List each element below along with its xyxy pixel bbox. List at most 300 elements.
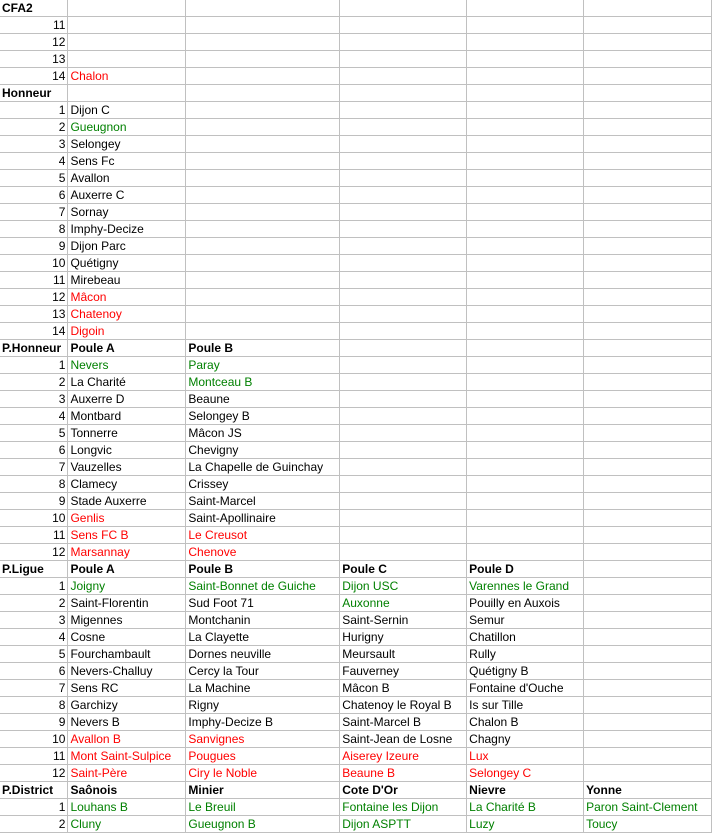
team-cell-relegated[interactable]: Chatenoy bbox=[68, 306, 186, 323]
sheet-row bbox=[0, 765, 712, 782]
cell[interactable] bbox=[467, 408, 584, 425]
team-cell[interactable]: Mâcon B bbox=[340, 680, 467, 697]
cell[interactable] bbox=[186, 170, 340, 187]
team-cell[interactable]: Nevers-Challuy bbox=[68, 663, 186, 680]
team-cell[interactable]: Meursault bbox=[340, 646, 467, 663]
cell[interactable] bbox=[340, 374, 467, 391]
team-cell[interactable]: Chevigny bbox=[186, 442, 340, 459]
cell[interactable] bbox=[467, 272, 584, 289]
cell[interactable] bbox=[584, 510, 712, 527]
cell[interactable] bbox=[584, 731, 712, 748]
rank-cell[interactable]: 1 bbox=[0, 102, 68, 119]
cell[interactable] bbox=[186, 102, 340, 119]
team-cell-promoted[interactable]: Luzy bbox=[467, 816, 584, 833]
rank-cell[interactable]: 11 bbox=[0, 272, 68, 289]
cell[interactable] bbox=[467, 204, 584, 221]
team-cell[interactable]: Imphy-Decize bbox=[68, 221, 186, 238]
cell[interactable] bbox=[340, 221, 467, 238]
cell[interactable] bbox=[186, 119, 340, 136]
header-cell[interactable]: Minier bbox=[186, 782, 340, 799]
sheet-row bbox=[0, 544, 712, 561]
cell[interactable] bbox=[186, 306, 340, 323]
header-cell[interactable]: Poule A bbox=[68, 561, 186, 578]
rank-cell[interactable]: 10 bbox=[0, 255, 68, 272]
team-cell-relegated[interactable]: Digoin bbox=[68, 323, 186, 340]
cell[interactable] bbox=[584, 680, 712, 697]
team-cell[interactable]: Dornes neuville bbox=[186, 646, 340, 663]
cell[interactable] bbox=[584, 476, 712, 493]
cell[interactable] bbox=[584, 629, 712, 646]
team-cell[interactable]: Saint-Florentin bbox=[68, 595, 186, 612]
team-cell[interactable]: Auxerre D bbox=[68, 391, 186, 408]
cell[interactable] bbox=[340, 340, 467, 357]
cell[interactable] bbox=[467, 0, 584, 17]
cell[interactable] bbox=[467, 340, 584, 357]
rank-cell[interactable]: 9 bbox=[0, 238, 68, 255]
cell[interactable] bbox=[584, 578, 712, 595]
cell[interactable] bbox=[584, 0, 712, 17]
cell[interactable] bbox=[186, 17, 340, 34]
cell[interactable] bbox=[584, 527, 712, 544]
team-cell[interactable]: La Machine bbox=[186, 680, 340, 697]
team-cell[interactable]: Vauzelles bbox=[68, 459, 186, 476]
cell[interactable] bbox=[340, 238, 467, 255]
header-cell[interactable]: Yonne bbox=[584, 782, 712, 799]
cell[interactable] bbox=[467, 544, 584, 561]
cell[interactable] bbox=[186, 51, 340, 68]
rank-cell[interactable]: 4 bbox=[0, 153, 68, 170]
cell[interactable] bbox=[467, 136, 584, 153]
cell[interactable] bbox=[340, 255, 467, 272]
team-cell[interactable]: Migennes bbox=[68, 612, 186, 629]
team-cell[interactable]: Cosne bbox=[68, 629, 186, 646]
cell[interactable] bbox=[467, 306, 584, 323]
team-cell[interactable]: Fontaine d'Ouche bbox=[467, 680, 584, 697]
rank-cell[interactable]: 8 bbox=[0, 697, 68, 714]
cell[interactable] bbox=[584, 646, 712, 663]
team-cell[interactable]: Quétigny B bbox=[467, 663, 584, 680]
sheet-row bbox=[0, 68, 712, 85]
cell[interactable] bbox=[186, 289, 340, 306]
header-cell[interactable]: Poule B bbox=[186, 561, 340, 578]
team-cell-relegated[interactable]: Aiserey Izeure bbox=[340, 748, 467, 765]
rank-cell[interactable]: 13 bbox=[0, 306, 68, 323]
header-cell[interactable]: Poule D bbox=[467, 561, 584, 578]
header-cell[interactable]: Cote D'Or bbox=[340, 782, 467, 799]
cell[interactable] bbox=[584, 102, 712, 119]
cell[interactable] bbox=[340, 153, 467, 170]
cell[interactable] bbox=[467, 425, 584, 442]
cell[interactable] bbox=[186, 85, 340, 102]
cell[interactable] bbox=[584, 408, 712, 425]
team-cell-relegated[interactable]: Pougues bbox=[186, 748, 340, 765]
cell[interactable] bbox=[584, 493, 712, 510]
cell[interactable] bbox=[340, 510, 467, 527]
team-cell-promoted[interactable]: Montceau B bbox=[186, 374, 340, 391]
team-cell-promoted[interactable]: Saint-Bonnet de Guiche bbox=[186, 578, 340, 595]
team-cell[interactable]: Hurigny bbox=[340, 629, 467, 646]
rank-cell[interactable]: 1 bbox=[0, 799, 68, 816]
cell[interactable] bbox=[68, 85, 186, 102]
cell[interactable] bbox=[467, 102, 584, 119]
team-cell[interactable]: Chatillon bbox=[467, 629, 584, 646]
team-cell-relegated[interactable]: Saint-Père bbox=[68, 765, 186, 782]
cell[interactable] bbox=[340, 170, 467, 187]
cell[interactable] bbox=[467, 51, 584, 68]
cell[interactable] bbox=[340, 527, 467, 544]
cell[interactable] bbox=[584, 357, 712, 374]
cell[interactable] bbox=[584, 204, 712, 221]
team-cell[interactable]: Saint-Marcel B bbox=[340, 714, 467, 731]
header-cell[interactable]: P.Honneur bbox=[0, 340, 68, 357]
team-cell-promoted[interactable]: Varennes le Grand bbox=[467, 578, 584, 595]
cell[interactable] bbox=[467, 170, 584, 187]
sheet-row bbox=[0, 442, 712, 459]
team-cell-relegated[interactable]: Chenove bbox=[186, 544, 340, 561]
header-cell[interactable]: Honneur bbox=[0, 85, 68, 102]
header-cell[interactable]: Saônois bbox=[68, 782, 186, 799]
team-cell[interactable]: Auxerre C bbox=[68, 187, 186, 204]
team-cell-promoted[interactable]: Louhans B bbox=[68, 799, 186, 816]
cell[interactable] bbox=[467, 85, 584, 102]
cell[interactable] bbox=[584, 153, 712, 170]
team-cell[interactable]: Mirebeau bbox=[68, 272, 186, 289]
cell[interactable] bbox=[467, 493, 584, 510]
header-cell[interactable]: Nievre bbox=[467, 782, 584, 799]
team-cell-relegated[interactable]: Mont Saint-Sulpice bbox=[68, 748, 186, 765]
cell[interactable] bbox=[584, 765, 712, 782]
team-cell[interactable]: Chagny bbox=[467, 731, 584, 748]
team-cell[interactable]: Clamecy bbox=[68, 476, 186, 493]
rank-cell[interactable]: 3 bbox=[0, 391, 68, 408]
cell[interactable] bbox=[340, 68, 467, 85]
cell[interactable] bbox=[467, 187, 584, 204]
team-cell-relegated[interactable]: Chalon bbox=[68, 68, 186, 85]
cell[interactable] bbox=[340, 476, 467, 493]
team-cell-promoted[interactable]: Auxonne bbox=[340, 595, 467, 612]
rank-cell[interactable]: 1 bbox=[0, 578, 68, 595]
cell[interactable] bbox=[186, 153, 340, 170]
team-cell-promoted[interactable]: Paron Saint-Clement bbox=[584, 799, 712, 816]
team-cell-relegated[interactable]: Selongey C bbox=[467, 765, 584, 782]
team-cell-promoted[interactable]: Toucy bbox=[584, 816, 712, 833]
team-cell-promoted[interactable]: Le Breuil bbox=[186, 799, 340, 816]
team-cell[interactable]: Sud Foot 71 bbox=[186, 595, 340, 612]
rank-cell[interactable]: 11 bbox=[0, 527, 68, 544]
cell[interactable] bbox=[340, 442, 467, 459]
cell[interactable] bbox=[467, 221, 584, 238]
cell[interactable] bbox=[186, 221, 340, 238]
team-cell[interactable]: Selongey bbox=[68, 136, 186, 153]
team-cell-relegated[interactable]: Le Creusot bbox=[186, 527, 340, 544]
team-cell[interactable]: Tonnerre bbox=[68, 425, 186, 442]
cell[interactable] bbox=[68, 34, 186, 51]
cell[interactable] bbox=[467, 68, 584, 85]
cell[interactable] bbox=[340, 34, 467, 51]
team-cell[interactable]: Cercy la Tour bbox=[186, 663, 340, 680]
cell[interactable] bbox=[340, 544, 467, 561]
cell[interactable] bbox=[584, 17, 712, 34]
team-cell[interactable]: Selongey B bbox=[186, 408, 340, 425]
rank-cell[interactable]: 13 bbox=[0, 51, 68, 68]
cell[interactable] bbox=[340, 357, 467, 374]
rank-cell[interactable]: 9 bbox=[0, 714, 68, 731]
team-cell[interactable]: La Clayette bbox=[186, 629, 340, 646]
team-cell[interactable]: Rigny bbox=[186, 697, 340, 714]
team-cell[interactable]: Mâcon JS bbox=[186, 425, 340, 442]
cell[interactable] bbox=[584, 374, 712, 391]
rank-cell[interactable]: 12 bbox=[0, 34, 68, 51]
team-cell[interactable]: La Chapelle de Guinchay bbox=[186, 459, 340, 476]
cell[interactable] bbox=[68, 17, 186, 34]
team-cell-relegated[interactable]: Mâcon bbox=[68, 289, 186, 306]
cell[interactable] bbox=[467, 459, 584, 476]
cell[interactable] bbox=[584, 170, 712, 187]
cell[interactable] bbox=[340, 459, 467, 476]
cell[interactable] bbox=[340, 51, 467, 68]
team-cell[interactable]: Nevers B bbox=[68, 714, 186, 731]
cell[interactable] bbox=[186, 68, 340, 85]
team-cell[interactable]: Saint-Marcel bbox=[186, 493, 340, 510]
team-cell-promoted[interactable]: Dijon USC bbox=[340, 578, 467, 595]
cell[interactable] bbox=[340, 425, 467, 442]
rank-cell[interactable]: 5 bbox=[0, 425, 68, 442]
cell[interactable] bbox=[584, 714, 712, 731]
cell[interactable] bbox=[584, 612, 712, 629]
team-cell[interactable]: Longvic bbox=[68, 442, 186, 459]
cell[interactable] bbox=[584, 697, 712, 714]
rank-cell[interactable]: 5 bbox=[0, 646, 68, 663]
cell[interactable] bbox=[467, 238, 584, 255]
team-cell[interactable]: Garchizy bbox=[68, 697, 186, 714]
cell[interactable] bbox=[186, 323, 340, 340]
rank-cell[interactable]: 9 bbox=[0, 493, 68, 510]
cell[interactable] bbox=[584, 51, 712, 68]
rank-cell[interactable]: 3 bbox=[0, 136, 68, 153]
header-cell[interactable]: Poule C bbox=[340, 561, 467, 578]
cell[interactable] bbox=[584, 34, 712, 51]
team-cell-relegated[interactable]: Marsannay bbox=[68, 544, 186, 561]
sheet-row bbox=[0, 153, 712, 170]
rank-cell[interactable]: 14 bbox=[0, 68, 68, 85]
team-cell[interactable]: Saint-Jean de Losne bbox=[340, 731, 467, 748]
cell[interactable] bbox=[467, 323, 584, 340]
team-cell[interactable]: Montchanin bbox=[186, 612, 340, 629]
rank-cell[interactable]: 1 bbox=[0, 357, 68, 374]
cell[interactable] bbox=[68, 0, 186, 17]
team-cell-promoted[interactable]: Dijon ASPTT bbox=[340, 816, 467, 833]
cell[interactable] bbox=[467, 34, 584, 51]
cell[interactable] bbox=[584, 119, 712, 136]
team-cell-relegated[interactable]: Lux bbox=[467, 748, 584, 765]
team-cell[interactable]: Dijon Parc bbox=[68, 238, 186, 255]
cell[interactable] bbox=[340, 323, 467, 340]
team-cell-promoted[interactable]: La Charité B bbox=[467, 799, 584, 816]
team-cell[interactable]: Chalon B bbox=[467, 714, 584, 731]
cell[interactable] bbox=[584, 306, 712, 323]
rank-cell[interactable]: 6 bbox=[0, 442, 68, 459]
team-cell-relegated[interactable]: Sens FC B bbox=[68, 527, 186, 544]
cell[interactable] bbox=[467, 153, 584, 170]
cell[interactable] bbox=[467, 442, 584, 459]
rank-cell[interactable]: 2 bbox=[0, 816, 68, 833]
team-cell-promoted[interactable]: Gueugnon bbox=[68, 119, 186, 136]
cell[interactable] bbox=[467, 289, 584, 306]
cell[interactable] bbox=[186, 187, 340, 204]
cell[interactable] bbox=[584, 391, 712, 408]
cell[interactable] bbox=[584, 748, 712, 765]
team-cell-relegated[interactable]: Sanvignes bbox=[186, 731, 340, 748]
header-cell[interactable]: P.Ligue bbox=[0, 561, 68, 578]
cell[interactable] bbox=[584, 238, 712, 255]
cell[interactable] bbox=[584, 340, 712, 357]
cell[interactable] bbox=[340, 187, 467, 204]
cell[interactable] bbox=[584, 68, 712, 85]
team-cell[interactable]: Fauverney bbox=[340, 663, 467, 680]
team-cell[interactable]: Rully bbox=[467, 646, 584, 663]
cell[interactable] bbox=[340, 391, 467, 408]
cell[interactable] bbox=[186, 272, 340, 289]
team-cell-promoted[interactable]: Paray bbox=[186, 357, 340, 374]
cell[interactable] bbox=[340, 493, 467, 510]
header-cell[interactable]: Poule B bbox=[186, 340, 340, 357]
cell[interactable] bbox=[340, 0, 467, 17]
cell[interactable] bbox=[584, 221, 712, 238]
team-cell[interactable]: Beaune bbox=[186, 391, 340, 408]
cell[interactable] bbox=[584, 187, 712, 204]
rank-cell[interactable]: 3 bbox=[0, 612, 68, 629]
team-cell-relegated[interactable]: Beaune B bbox=[340, 765, 467, 782]
cell[interactable] bbox=[340, 102, 467, 119]
rank-cell[interactable]: 4 bbox=[0, 629, 68, 646]
team-cell[interactable]: Chatenoy le Royal B bbox=[340, 697, 467, 714]
team-cell[interactable]: Is sur Tille bbox=[467, 697, 584, 714]
cell[interactable] bbox=[340, 17, 467, 34]
team-cell[interactable]: Saint-Apollinaire bbox=[186, 510, 340, 527]
cell[interactable] bbox=[186, 255, 340, 272]
cell[interactable] bbox=[584, 561, 712, 578]
team-cell-relegated[interactable]: Genlis bbox=[68, 510, 186, 527]
cell[interactable] bbox=[467, 119, 584, 136]
team-cell[interactable]: Avallon bbox=[68, 170, 186, 187]
cell[interactable] bbox=[467, 255, 584, 272]
cell[interactable] bbox=[340, 119, 467, 136]
cell[interactable] bbox=[584, 255, 712, 272]
cell[interactable] bbox=[467, 510, 584, 527]
team-cell[interactable]: Sornay bbox=[68, 204, 186, 221]
team-cell[interactable]: Crissey bbox=[186, 476, 340, 493]
cell[interactable] bbox=[340, 136, 467, 153]
cell[interactable] bbox=[340, 204, 467, 221]
rank-cell[interactable]: 2 bbox=[0, 119, 68, 136]
header-cell[interactable]: CFA2 bbox=[0, 0, 68, 17]
cell[interactable] bbox=[340, 85, 467, 102]
rank-cell[interactable]: 10 bbox=[0, 510, 68, 527]
cell[interactable] bbox=[186, 0, 340, 17]
cell[interactable] bbox=[340, 408, 467, 425]
team-cell-relegated[interactable]: Ciry le Noble bbox=[186, 765, 340, 782]
cell[interactable] bbox=[584, 85, 712, 102]
rank-cell[interactable]: 12 bbox=[0, 289, 68, 306]
cell[interactable] bbox=[584, 425, 712, 442]
team-cell[interactable]: Semur bbox=[467, 612, 584, 629]
cell[interactable] bbox=[467, 17, 584, 34]
rank-cell[interactable]: 8 bbox=[0, 221, 68, 238]
team-cell[interactable]: Montbard bbox=[68, 408, 186, 425]
cell[interactable] bbox=[584, 289, 712, 306]
rank-cell[interactable]: 6 bbox=[0, 663, 68, 680]
cell[interactable] bbox=[186, 136, 340, 153]
cell[interactable] bbox=[467, 527, 584, 544]
cell[interactable] bbox=[340, 289, 467, 306]
cell[interactable] bbox=[186, 204, 340, 221]
team-cell-promoted[interactable]: Nevers bbox=[68, 357, 186, 374]
rank-cell[interactable]: 12 bbox=[0, 765, 68, 782]
team-cell-relegated[interactable]: Avallon B bbox=[68, 731, 186, 748]
sheet-row bbox=[0, 816, 712, 833]
team-cell-promoted[interactable]: Gueugnon B bbox=[186, 816, 340, 833]
rank-cell[interactable]: 7 bbox=[0, 680, 68, 697]
team-cell[interactable]: La Charité bbox=[68, 374, 186, 391]
cell[interactable] bbox=[340, 272, 467, 289]
rank-cell[interactable]: 2 bbox=[0, 374, 68, 391]
cell[interactable] bbox=[186, 34, 340, 51]
rank-cell[interactable]: 11 bbox=[0, 17, 68, 34]
cell[interactable] bbox=[584, 459, 712, 476]
rank-cell[interactable]: 14 bbox=[0, 323, 68, 340]
team-cell[interactable]: Sens RC bbox=[68, 680, 186, 697]
team-cell[interactable]: Sens Fc bbox=[68, 153, 186, 170]
rank-cell[interactable]: 7 bbox=[0, 204, 68, 221]
cell[interactable] bbox=[467, 374, 584, 391]
rank-cell[interactable]: 10 bbox=[0, 731, 68, 748]
cell[interactable] bbox=[584, 272, 712, 289]
team-cell[interactable]: Stade Auxerre bbox=[68, 493, 186, 510]
cell[interactable] bbox=[584, 323, 712, 340]
cell[interactable] bbox=[467, 391, 584, 408]
team-cell[interactable]: Imphy-Decize B bbox=[186, 714, 340, 731]
cell[interactable] bbox=[68, 51, 186, 68]
cell[interactable] bbox=[584, 544, 712, 561]
rank-cell[interactable]: 11 bbox=[0, 748, 68, 765]
rank-cell[interactable]: 5 bbox=[0, 170, 68, 187]
rank-cell[interactable]: 7 bbox=[0, 459, 68, 476]
team-cell[interactable]: Dijon C bbox=[68, 102, 186, 119]
header-cell[interactable]: P.District bbox=[0, 782, 68, 799]
cell[interactable] bbox=[584, 442, 712, 459]
cell[interactable] bbox=[584, 663, 712, 680]
cell[interactable] bbox=[467, 357, 584, 374]
cell[interactable] bbox=[584, 136, 712, 153]
rank-cell[interactable]: 12 bbox=[0, 544, 68, 561]
rank-cell[interactable]: 6 bbox=[0, 187, 68, 204]
cell[interactable] bbox=[340, 306, 467, 323]
team-cell[interactable]: Pouilly en Auxois bbox=[467, 595, 584, 612]
team-cell-promoted[interactable]: Cluny bbox=[68, 816, 186, 833]
rank-cell[interactable]: 2 bbox=[0, 595, 68, 612]
team-cell-promoted[interactable]: Fontaine les Dijon bbox=[340, 799, 467, 816]
cell[interactable] bbox=[584, 595, 712, 612]
cell[interactable] bbox=[467, 476, 584, 493]
team-cell-promoted[interactable]: Joigny bbox=[68, 578, 186, 595]
team-cell[interactable]: Quétigny bbox=[68, 255, 186, 272]
header-cell[interactable]: Poule A bbox=[68, 340, 186, 357]
cell[interactable] bbox=[186, 238, 340, 255]
team-cell[interactable]: Saint-Sernin bbox=[340, 612, 467, 629]
rank-cell[interactable]: 4 bbox=[0, 408, 68, 425]
team-cell[interactable]: Fourchambault bbox=[68, 646, 186, 663]
rank-cell[interactable]: 8 bbox=[0, 476, 68, 493]
